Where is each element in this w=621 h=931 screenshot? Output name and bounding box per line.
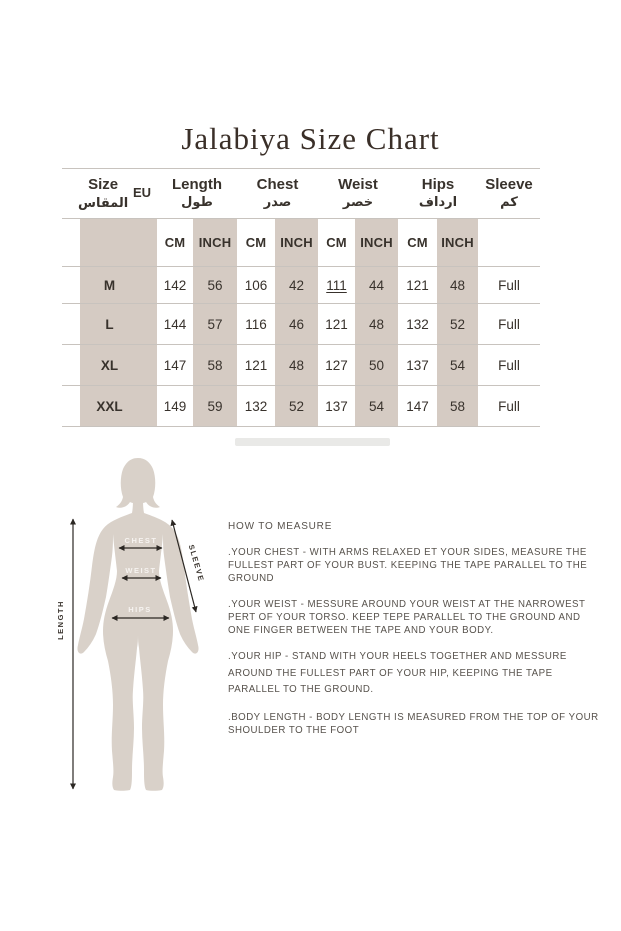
section-divider-bar xyxy=(235,438,390,446)
header-size-stack xyxy=(78,176,128,211)
header-weist: Weist خصر xyxy=(318,169,398,219)
weist-cm-value: 111 xyxy=(318,267,355,304)
weist-label: WEIST xyxy=(125,566,157,575)
row-size-label: L xyxy=(62,304,157,345)
units-chest-cm: CM xyxy=(237,219,275,267)
header-size xyxy=(62,169,157,219)
units-weist-cm: CM xyxy=(318,219,355,267)
units-length-cm: CM xyxy=(157,219,193,267)
row-size-label: XXL xyxy=(62,386,157,427)
header-chest: Chest صدر xyxy=(237,169,318,219)
size-table: Size المقاس EU Length طول Chest صدر Weist خصر Hips ارداف Sleeve كم CM INCH CM INCH CM INCH CM INCH M 142 56 106 42 111 44 121 48 Full L 144 57 116 46 121 48 132 52 Full XL 147 58 121 48 127 50 137 54 Full XXL 149 59 132 52 137 54 147 58 Full xyxy=(62,168,540,427)
figure-silhouette xyxy=(77,458,198,791)
how-to-measure-section xyxy=(228,521,606,749)
units-weist-inch: INCH xyxy=(355,219,398,267)
hips-label: HIPS xyxy=(128,605,152,614)
instruction-chest: .YOUR CHEST - WITH ARMS RELAXED ET YOUR SIDES, MEASURE THE FULLEST PART OF YOUR BUST. KEEPING THE TAPE PARALLEL TO THE GROUND xyxy=(228,547,588,585)
instruction-hip: .YOUR HIP - STAND WITH YOUR HEELS TOGETHER AND MESSURE AROUND THE FULLEST PART OF YOUR HIP, KEEPING THE TAPE PARALLEL TO THE GROUND. xyxy=(228,651,567,696)
units-hips-cm: CM xyxy=(398,219,437,267)
units-sleeve-cell xyxy=(478,219,540,267)
chest-label: CHEST xyxy=(124,536,158,545)
units-size-cell xyxy=(62,219,157,267)
instruction-weist: .YOUR WEIST - MESSURE AROUND YOUR WEIST AT THE NARROWEST PERT OF YOUR TORSO. KEEP TEPE PARALLEL TO THE GROUND AND ONE FINGER BETWEEN THE TAPE AND YOUR BODY. xyxy=(228,598,586,637)
header-size-ar: المقاس xyxy=(78,195,129,211)
instruction-body-length: .BODY LENGTH - BODY LENGTH IS MEASURED FROM THE TOP OF YOUR SHOULDER TO THE FOOT xyxy=(228,711,599,736)
row-size-label: XL xyxy=(62,345,157,386)
page-title: Jalabiya Size Chart xyxy=(181,121,440,156)
header-eu: EU xyxy=(132,185,151,200)
units-hips-inch: INCH xyxy=(437,219,478,267)
units-length-inch: INCH xyxy=(193,219,237,267)
instructions-heading: HOW TO MEASURE xyxy=(228,521,333,532)
row-size-label: M xyxy=(62,267,157,304)
header-sleeve: Sleeve كم xyxy=(478,169,540,219)
header-length: Length طول xyxy=(157,169,237,219)
header-hips: Hips ارداف xyxy=(398,169,478,219)
units-chest-inch: INCH xyxy=(275,219,318,267)
length-label: LENGTH xyxy=(56,600,65,640)
sleeve-label: SLEEVE xyxy=(186,543,207,584)
measurement-figure xyxy=(0,448,260,798)
header-size-en: Size xyxy=(88,176,119,193)
